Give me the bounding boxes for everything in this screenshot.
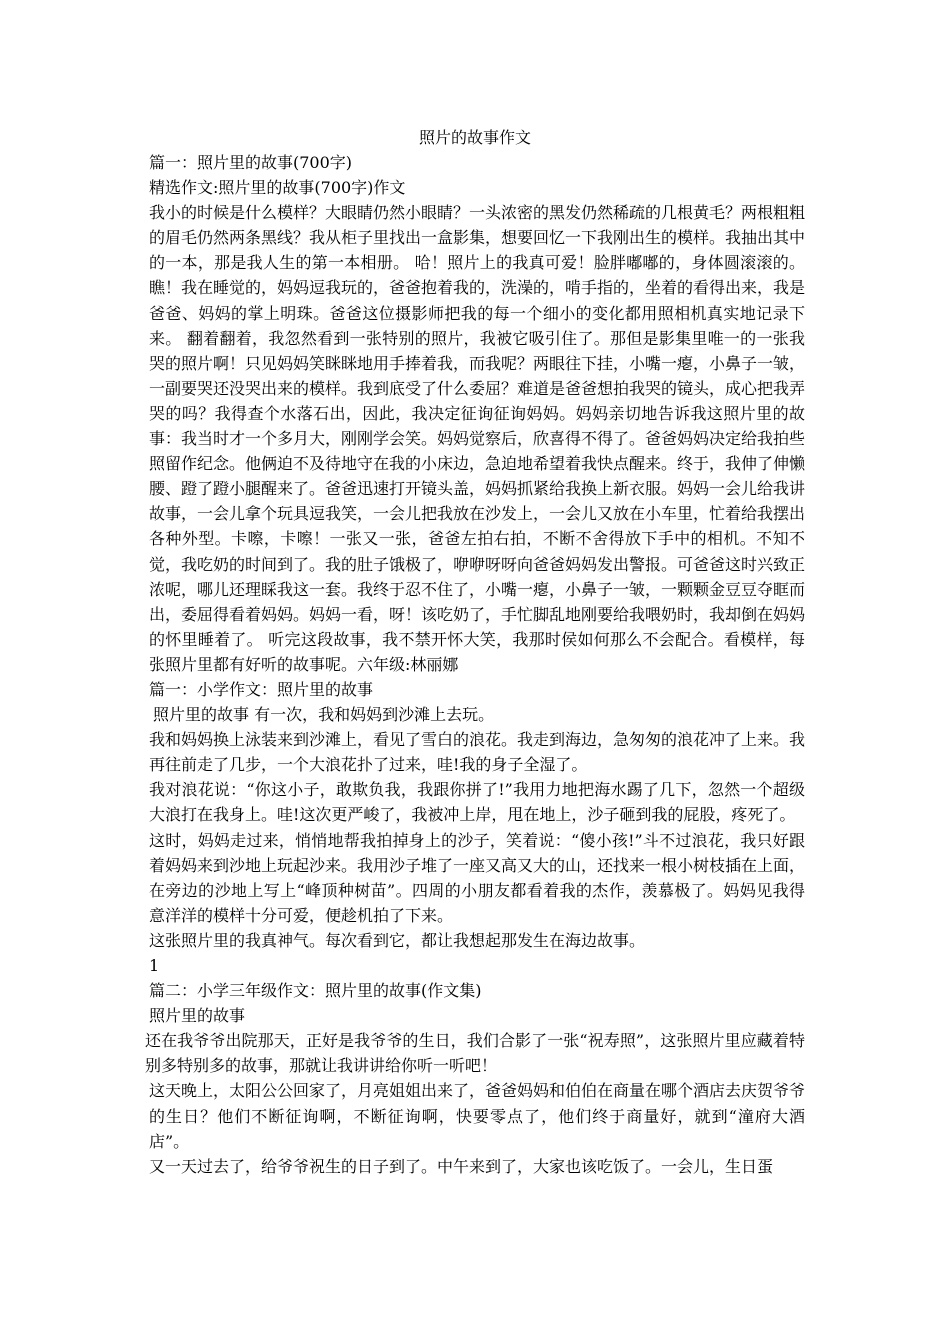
- section2-paragraph: 我对浪花说：“你这小子，敢欺负我，我跟你拼了!”我用力地把海水踢了几下，忽然一个超级大浪打在我身上。哇!这次更严峻了，我被冲上岸，甩在地上，沙子砸到我的屁股，疼死了。: [149, 780, 805, 825]
- section2-heading: 篇一：小学作文：照片里的故事: [149, 679, 374, 699]
- section3-subheading: 照片里的故事: [149, 1006, 246, 1026]
- section1-subheading: 精选作文:照片里的故事(700字)作文: [149, 178, 406, 198]
- section3-heading: 篇二：小学三年级作文：照片里的故事(作文集): [149, 981, 482, 1001]
- section3-paragraph: 又一天过去了，给爷爷祝生的日子到了。中午来到了，大家也该吃饭了。一会儿，生日蛋: [149, 1156, 774, 1176]
- section3-paragraph: 还在我爷爷出院那天，正好是我爷爷的生日，我们合影了一张“祝寿照”，这张照片里应藏着特别多特别多的故事，那就让我讲讲给你听一听吧！: [145, 1031, 805, 1076]
- page-number: 1: [149, 956, 160, 975]
- section2-paragraph: 这张照片里的我真神气。每次看到它，都让我想起那发生在海边故事。: [149, 930, 646, 950]
- section2-intro: 照片里的故事 有一次，我和妈妈到沙滩上去玩。: [153, 705, 495, 725]
- document-body: [145, 150, 805, 1179]
- section2-paragraph: 我和妈妈换上泳装来到沙滩上，看见了雪白的浪花。我走到海边，急匆匆的浪花冲了上来。我再往前走了几步，一个大浪花扑了过来，哇!我的身子全湿了。: [149, 730, 806, 775]
- section1-heading: 篇一：照片里的故事(700字): [149, 153, 353, 172]
- section2-paragraph: 这时，妈妈走过来，悄悄地帮我拍掉身上的沙子，笑着说：“傻小孩!”斗不过浪花，我只好跟着妈妈来到沙地上玩起沙来。我用沙子堆了一座又高又大的山，还找来一根小树枝插在上面，在旁边的沙地上写上“峰顶种树苗”。四周的小朋友都看着我的杰作，羡慕极了。妈妈见我得意洋洋的模样十分可爱，便趁机拍了下来。: [149, 830, 806, 925]
- section3-paragraph: 这天晚上，太阳公公回家了，月亮姐姐出来了，爸爸妈妈和伯伯在商量在哪个酒店去庆贺爷爷的生日？他们不断征询啊，不断征询啊，快要零点了，他们终于商量好，就到“潼府大酒店”。: [149, 1081, 806, 1151]
- document-title: 照片的故事作文: [418, 128, 531, 147]
- section1-body: 我小的时候是什么模样？大眼睛仍然小眼睛？一头浓密的黑发仍然稀疏的几根黄毛？两根粗粗的眉毛仍然两条黑线？我从柜子里找出一盒影集，想要回忆一下我刚出生的模样。我抽出其中的一本，那是我人生的第一本相册。 哈！照片上的我真可爱！脸胖嘟嘟的，身体圆滚滚的。瞧！我在睡觉的，妈妈逗我玩的，爸爸抱着我的，洗澡的，啃手指的，坐着的看得出来，我是爸爸、妈妈的掌上明珠。爸爸这位摄影师把我的每一个细小的变化都用照相机真实地记录下来。 翻着翻着，我忽然看到一张特别的照片，我被它吸引住了。那但是影集里唯一的一张我哭的照片啊！只见妈妈笑眯眯地用手捧着我，而我呢？两眼往下挂，小嘴一瘪，小鼻子一皱，一副要哭还没哭出来的模样。我到底受了什么委屈？难道是爸爸想拍我哭的镜头，成心把我弄哭的吗？我得查个水落石出，因此，我决定征询征询妈妈。妈妈亲切地告诉我这照片里的故事：我当时才一个多月大，刚刚学会笑。妈妈觉察后，欣喜得不得了。爸爸妈妈决定给我拍些照留作纪念。他俩迫不及待地守在我的小床边，急迫地希望着我快点醒来。终于，我伸了伸懒腰、蹬了蹬小腿醒来了。爸爸迅速打开镜头盖，妈妈抓紧给我换上新衣服。妈妈一会儿给我讲故事，一会儿拿个玩具逗我笑，一会儿把我放在沙发上，一会儿又放在小车里，忙着给我摆出各种外型。卡嚓，卡嚓！一张又一张，爸爸左拍右拍，不断不舍得放下手中的相机。不知不觉，我吃奶的时间到了。我的肚子饿极了，咿咿呀呀向爸爸妈妈发出警报。可爸爸这时兴致正浓呢，哪儿还理睬我这一套。我终于忍不住了，小嘴一瘪，小鼻子一皱，一颗颗金豆豆夺眶而出，委屈得看着妈妈。妈妈一看，呀！该吃奶了，手忙脚乱地刚要给我喂奶时，我却倒在妈妈的怀里睡着了。 听完这段故事，我不禁开怀大笑，我那时侯如何那么不会配合。看模样，每张照片里都有好听的故事呢。六年级:林丽娜: [149, 203, 806, 674]
